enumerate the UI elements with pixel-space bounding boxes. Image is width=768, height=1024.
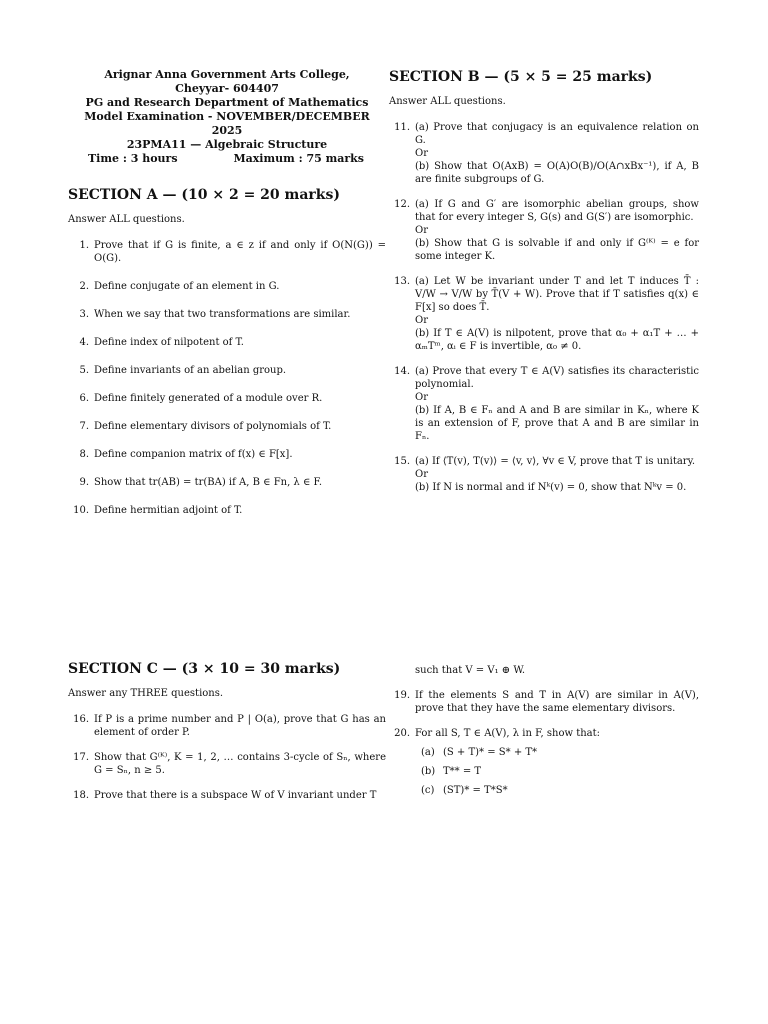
question-item (68, 789, 386, 802)
maximum-marks: Maximum : 75 marks (233, 152, 364, 165)
question-number: 15. (394, 456, 410, 467)
question-item (68, 448, 386, 461)
question-number: 7. (79, 421, 89, 432)
exam-title-line2: 2025 (211, 124, 243, 137)
question-text: Define index of nilpotent of T. (94, 337, 244, 348)
section-a-questions (68, 239, 386, 517)
subpart-item (415, 746, 699, 759)
question-part-a: (a) If ⟨T(v), T(v)⟩ = ⟨v, v⟩, ∀v ∈ V, prove that T is unitary. (415, 456, 696, 467)
question-item (389, 198, 699, 263)
question-part-b: (b) If T ∈ A(V) is nilpotent, prove that α₀ + α₁T + … + αₘTᵐ, αᵢ ∈ F is invertible, α₀ ≠ 0. (415, 328, 699, 352)
question-part-a: (a) Let W be invariant under T and let T induces T̄ : V/W → V/W by T̄(V + W). Prove that if T satisfies q(x) ∈ F[x] so does T̄. (415, 276, 699, 313)
question-part-a: (a) Prove that conjugacy is an equivalence relation on G. (415, 122, 699, 146)
question-body (415, 275, 699, 353)
question-number: 13. (394, 276, 410, 287)
question-text: Define companion matrix of f(x) ∈ F[x]. (94, 449, 293, 460)
question-part-b: (b) If A, B ∈ Fₙ and A and B are similar in Kₙ, where K is an extension of F, prove that A and B are similar in Fₙ. (415, 405, 699, 442)
section-b-title: SECTION B — (5 × 5 = 25 marks) (389, 69, 653, 85)
subpart-item (415, 765, 699, 778)
question-number: 12. (394, 199, 410, 210)
question-item (68, 336, 386, 349)
question-part-a: (a) Prove that every T ∈ A(V) satisfies its characteristic polynomial. (415, 366, 699, 390)
question-number: 19. (394, 690, 410, 701)
question-item (68, 364, 386, 377)
section-c-questions-left (68, 713, 386, 802)
college-place: Cheyyar- 604407 (175, 82, 279, 95)
question-item (389, 689, 699, 715)
subpart-label: (c) (421, 785, 435, 796)
question-text: Show that G⁽ᴷ⁾, K = 1, 2, … contains 3-cycle of Sₙ, where G = Sₙ, n ≥ 5. (94, 752, 386, 776)
question-item (68, 420, 386, 433)
or-separator: Or (415, 469, 428, 480)
course-title: 23PMA11 — Algebraic Structure (126, 138, 328, 151)
question-body (415, 121, 699, 186)
subpart-label: (b) (421, 766, 436, 777)
question-item (389, 121, 699, 186)
right-column-bottom (389, 660, 699, 809)
question-text: Define finitely generated of a module over R. (94, 393, 323, 404)
question-text: Define conjugate of an element in G. (94, 281, 280, 292)
question-item (68, 713, 386, 739)
question-text: Prove that if G is finite, a ∈ z if and only if O(N(G)) = O(G). (94, 240, 386, 264)
question-number: 9. (79, 477, 89, 488)
exam-header (68, 68, 386, 166)
left-column-bottom (68, 660, 386, 814)
question-text: If the elements S and T in A(V) are similar in A(V), prove that they have the same elementary divisors. (415, 690, 699, 714)
question-part-b: (b) If N is normal and if Nᵏ(v) = 0, show that Nᵏv = 0. (415, 482, 687, 493)
question-text: For all S, T ∈ A(V), λ in F, show that: (415, 728, 601, 739)
question-number: 20. (394, 728, 410, 739)
question-item (389, 365, 699, 443)
or-separator: Or (415, 148, 428, 159)
or-separator: Or (415, 392, 428, 403)
question-number: 4. (79, 337, 89, 348)
section-c-questions-right (389, 689, 699, 797)
question-text: If P is a prime number and P | O(a), prove that G has an element of order P. (94, 714, 386, 738)
question-text: Prove that there is a subspace W of V invariant under T (94, 790, 377, 801)
college-name: Arignar Anna Government Arts College, (104, 68, 350, 81)
question-text: Define elementary divisors of polynomials of T. (94, 421, 332, 432)
question-number: 14. (394, 366, 410, 377)
time-marks-row (68, 152, 386, 166)
question-item (389, 727, 699, 797)
section-b-instruction: Answer ALL questions. (389, 96, 506, 107)
subpart-text: (S + T)* = S* + T* (443, 747, 538, 758)
question-body (415, 727, 699, 797)
question-item (68, 308, 386, 321)
or-separator: Or (415, 225, 428, 236)
question-text: Define invariants of an abelian group. (94, 365, 287, 376)
question-item (68, 280, 386, 293)
question-item (389, 275, 699, 353)
question-item (68, 392, 386, 405)
question-continuation: such that V = V₁ ⊕ W. (415, 665, 526, 676)
question-number: 11. (394, 122, 410, 133)
question-item (68, 476, 386, 489)
question-item (68, 504, 386, 517)
question-text: Define hermitian adjoint of T. (94, 505, 243, 516)
question-number: 17. (73, 752, 89, 763)
question-part-b: (b) Show that G is solvable if and only if G⁽ᴷ⁾ = e for some integer K. (415, 238, 699, 262)
or-separator: Or (415, 315, 428, 326)
question-item (389, 455, 699, 494)
section-b-questions (389, 121, 699, 494)
question-number: 10. (73, 505, 89, 516)
exam-title-line1: Model Examination - NOVEMBER/DECEMBER (84, 110, 370, 123)
question-number: 6. (79, 393, 89, 404)
section-c-instruction: Answer any THREE questions. (68, 688, 224, 699)
section-c-title: SECTION C — (3 × 10 = 30 marks) (68, 661, 341, 677)
question-text: When we say that two transformations are similar. (94, 309, 351, 320)
section-a-title: SECTION A — (10 × 2 = 20 marks) (68, 187, 340, 203)
question-item (68, 751, 386, 777)
department-name: PG and Research Department of Mathematics (85, 96, 369, 109)
subpart-text: (ST)* = T*S* (443, 785, 508, 796)
section-a-instruction: Answer ALL questions. (68, 214, 185, 225)
question-number: 18. (73, 790, 89, 801)
right-column-top (389, 68, 699, 506)
question-number: 5. (79, 365, 89, 376)
question-text: Show that tr(AB) = tr(BA) if A, B ∈ Fn, λ ∈ F. (94, 477, 323, 488)
question-part-a: (a) If G and G′ are isomorphic abelian groups, show that for every integer S, G(s) and G(S′) are isomorphic. (415, 199, 699, 223)
question-body (415, 455, 699, 494)
subpart-text: T** = T (443, 766, 482, 777)
subpart-item (415, 784, 699, 797)
question-part-b: (b) Show that O(AxB) = O(A)O(B)/O(A∩xBx⁻¹), if A, B are finite subgroups of G. (415, 161, 699, 185)
exam-duration: Time : 3 hours (88, 152, 178, 165)
question-body (415, 365, 699, 443)
question-number: 1. (79, 240, 89, 251)
question-item (68, 239, 386, 265)
question-body (415, 198, 699, 263)
subpart-label: (a) (421, 747, 435, 758)
question-number: 3. (79, 309, 89, 320)
left-column-top (68, 68, 386, 532)
question-number: 2. (79, 281, 89, 292)
question-number: 8. (79, 449, 89, 460)
question-number: 16. (73, 714, 89, 725)
